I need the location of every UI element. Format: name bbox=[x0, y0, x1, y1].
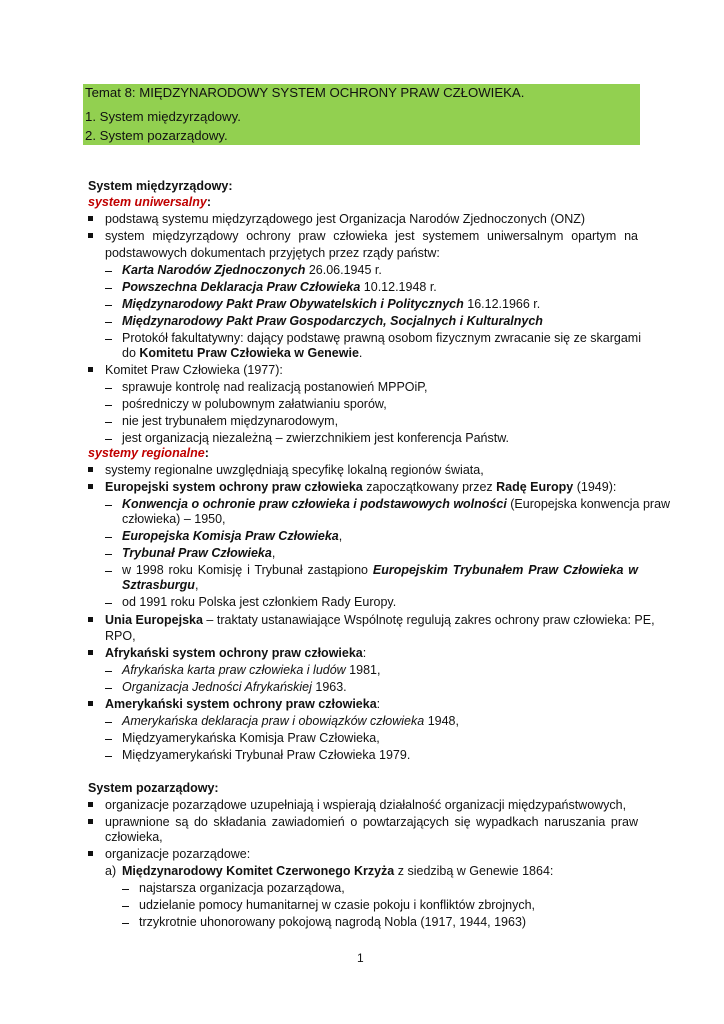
red-cross-item: Międzynarodowy Komitet Czerwonego Krzyża z siedzibą w Genewie 1864: bbox=[122, 864, 554, 878]
bullet-dash bbox=[105, 271, 112, 272]
america-item-3: Międzyamerykański Trybunał Praw Człowieka 1979. bbox=[122, 748, 411, 762]
bullet-dash bbox=[105, 722, 112, 723]
gov-bullet-1: podstawą systemu międzyrządowego jest Organizacja Narodów Zjednoczonych (ONZ) bbox=[105, 212, 586, 226]
bullet-dash bbox=[105, 339, 112, 340]
topic-banner bbox=[83, 84, 640, 145]
committee-item-3: nie jest trybunałem międzynarodowym, bbox=[122, 414, 339, 428]
doc-item-3: Międzynarodowy Pakt Praw Obywatelskich i Politycznych 16.12.1966 r. bbox=[122, 297, 541, 311]
regional-label: systemy regionalne: bbox=[88, 446, 209, 460]
gov-bullet-2-line-1: system międzyrządowy ochrony praw człowieka jest systemem uniwersalnym opartym na bbox=[105, 229, 638, 243]
section-heading-gov: System międzyrządowy: bbox=[88, 179, 233, 193]
bullet-square bbox=[88, 650, 93, 655]
bullet-dash bbox=[105, 405, 112, 406]
regional-bullet-2: Europejski system ochrony praw człowieka zapoczątkowany przez Radę Europy (1949): bbox=[105, 480, 617, 494]
europe-item-4-line-2: Sztrasburgu, bbox=[122, 578, 199, 592]
europe-item-3: Trybunał Praw Człowieka, bbox=[122, 546, 276, 560]
red-cross-fact-3: trzykrotnie uhonorowany pokojową nagrodą Nobla (1917, 1944, 1963) bbox=[139, 915, 527, 929]
topic-title: Temat 8: MIĘDZYNARODOWY SYSTEM OCHRONY PRAW CZŁOWIEKA. bbox=[85, 85, 525, 100]
bullet-dash bbox=[105, 322, 112, 323]
europe-item-5: od 1991 roku Polska jest członkiem Rady Europy. bbox=[122, 595, 397, 609]
bullet-dash bbox=[105, 603, 112, 604]
topic-item-1: 1. System międzyrządowy. bbox=[85, 109, 241, 124]
red-cross-fact-2: udzielanie pomocy humanitarnej w czasie pokoju i konfliktów zbrojnych, bbox=[139, 898, 536, 912]
regional-bullet-1: systemy regionalne uwzględniają specyfikę lokalną regionów świata, bbox=[105, 463, 484, 477]
universal-label: system uniwersalny: bbox=[88, 195, 211, 209]
bullet-dash bbox=[105, 671, 112, 672]
bullet-dash bbox=[105, 537, 112, 538]
europe-item-2: Europejska Komisja Praw Człowieka, bbox=[122, 529, 343, 543]
eu-bullet-line-1: Unia Europejska – traktaty ustanawiające Wspólnotę regulują zakres ochrony praw człowieka: PE, bbox=[105, 613, 655, 627]
bullet-dash bbox=[105, 688, 112, 689]
bullet-square bbox=[88, 367, 93, 372]
bullet-square bbox=[88, 467, 93, 472]
committee-item-1: sprawuje kontrolę nad realizacją postanowień MPPOiP, bbox=[122, 380, 428, 394]
ngo-bullet-1: organizacje pozarządowe uzupełniają i wspierają działalność organizacji międzypaństwowych, bbox=[105, 798, 627, 812]
doc-item-2: Powszechna Deklaracja Praw Człowieka 10.12.1948 r. bbox=[122, 280, 437, 294]
europe-item-1-line-2: człowieka) – 1950, bbox=[122, 512, 226, 526]
bullet-dash bbox=[105, 756, 112, 757]
red-cross-fact-1: najstarsza organizacja pozarządowa, bbox=[139, 881, 345, 895]
bullet-dash bbox=[122, 906, 129, 907]
bullet-dash bbox=[105, 422, 112, 423]
america-item-2: Międzyamerykańska Komisja Praw Człowieka, bbox=[122, 731, 380, 745]
ngo-list-marker-a: a) bbox=[105, 864, 117, 878]
bullet-dash bbox=[105, 388, 112, 389]
doc-item-5-line-2: do Komitetu Praw Człowieka w Genewie. bbox=[122, 346, 363, 360]
africa-item-2: Organizacja Jedności Afrykańskiej 1963. bbox=[122, 680, 347, 694]
bullet-dash bbox=[105, 505, 112, 506]
section-heading-ngo: System pozarządowy: bbox=[88, 781, 219, 795]
bullet-square bbox=[88, 233, 93, 238]
bullet-square bbox=[88, 484, 93, 489]
topic-item-2: 2. System pozarządowy. bbox=[85, 128, 228, 143]
america-bullet: Amerykański system ochrony praw człowieka: bbox=[105, 697, 381, 711]
ngo-bullet-2-line-2: człowieka, bbox=[105, 830, 163, 844]
committee-item-4: jest organizacją niezależną – zwierzchnikiem jest konferencja Państw. bbox=[122, 431, 509, 445]
bullet-square bbox=[88, 802, 93, 807]
bullet-square bbox=[88, 617, 93, 622]
bullet-dash bbox=[105, 439, 112, 440]
bullet-dash bbox=[105, 305, 112, 306]
bullet-square bbox=[88, 701, 93, 706]
africa-bullet: Afrykański system ochrony praw człowieka: bbox=[105, 646, 367, 660]
doc-item-4: Międzynarodowy Pakt Praw Gospodarczych, Socjalnych i Kulturalnych bbox=[122, 314, 543, 328]
bullet-dash bbox=[105, 288, 112, 289]
bullet-square bbox=[88, 216, 93, 221]
bullet-dash bbox=[105, 739, 112, 740]
ngo-bullet-3: organizacje pozarządowe: bbox=[105, 847, 251, 861]
ngo-bullet-2-line-1: uprawnione są do składania zawiadomień o powtarzających się wypadkach naruszania praw bbox=[105, 815, 638, 829]
committee-item-2: pośredniczy w polubownym załatwianiu sporów, bbox=[122, 397, 387, 411]
doc-item-5-line-1: Protokół fakultatywny: dający podstawę prawną osobom fizycznym zwracanie się ze skargami bbox=[122, 331, 641, 345]
gov-bullet-3: Komitet Praw Człowieka (1977): bbox=[105, 363, 283, 377]
gov-bullet-2-line-2: podstawowych dokumentach przyjętych przez rządy państw: bbox=[105, 246, 440, 260]
bullet-square bbox=[88, 819, 93, 824]
page-number: 1 bbox=[357, 951, 364, 965]
bullet-square bbox=[88, 851, 93, 856]
bullet-dash bbox=[122, 923, 129, 924]
bullet-dash bbox=[105, 571, 112, 572]
america-item-1: Amerykańska deklaracja praw i obowiązków człowieka 1948, bbox=[122, 714, 459, 728]
europe-item-4-line-1: w 1998 roku Komisję i Trybunał zastąpiono Europejskim Trybunałem Praw Człowieka w bbox=[122, 563, 638, 577]
africa-item-1: Afrykańska karta praw człowieka i ludów 1981, bbox=[122, 663, 381, 677]
bullet-dash bbox=[122, 889, 129, 890]
doc-item-1: Karta Narodów Zjednoczonych 26.06.1945 r. bbox=[122, 263, 382, 277]
eu-bullet-line-2: RPO, bbox=[105, 629, 136, 643]
bullet-dash bbox=[105, 554, 112, 555]
europe-item-1-line-1: Konwencja o ochronie praw człowieka i podstawowych wolności (Europejska konwencja praw bbox=[122, 497, 671, 511]
